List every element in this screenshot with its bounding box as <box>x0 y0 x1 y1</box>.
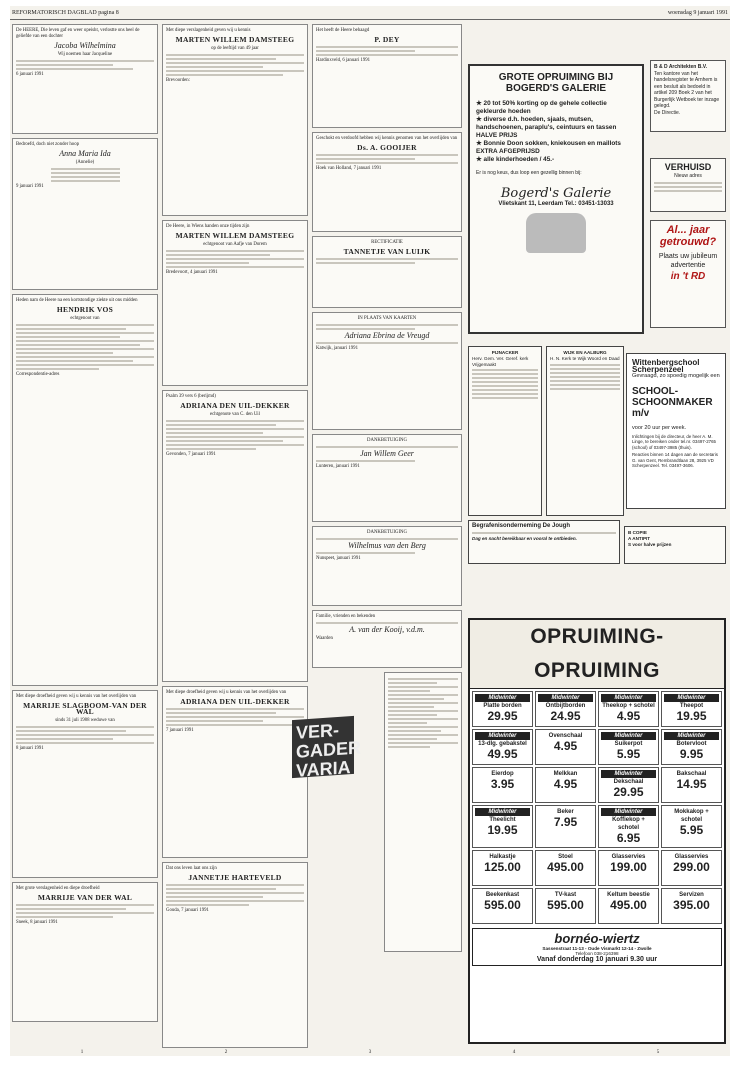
notice-harteveld <box>162 862 308 1048</box>
product-cell <box>661 888 722 924</box>
notice-foot: Waarden <box>316 636 333 641</box>
notice-foot: Gouda, 7 januari 1991 <box>166 908 209 913</box>
product-price: 495.00 <box>610 898 647 912</box>
gallery-title: GROTE OPRUIMING BIJ BOGERD'S GALERIE <box>498 72 614 94</box>
brand-label: Midwinter <box>475 808 530 816</box>
product-name: Platte borden <box>483 703 522 709</box>
wijk-aalburg-services <box>546 346 624 516</box>
notice-damsteeg-1 <box>162 24 308 216</box>
verhuisd-sub: Nieuw adres <box>674 173 702 179</box>
newspaper-page <box>10 6 730 1056</box>
product-cell <box>598 691 659 727</box>
product-name: Ovenschaal <box>548 733 583 739</box>
pijnacker-text: Herv. Gem. Ver. Geref. kerk Vrijgemaakt <box>472 355 529 367</box>
product-name: Theepot <box>679 703 704 709</box>
church-services-list <box>384 672 462 952</box>
product-name: Ontbijtborden <box>545 703 586 709</box>
product-price: 5.95 <box>679 823 704 837</box>
notice-name: A. van der Kooij, v.d.m. <box>349 625 425 634</box>
product-cell <box>598 888 659 924</box>
product-cell <box>661 691 722 727</box>
product-cell <box>598 805 659 848</box>
notice-sub: echtgenoot van Aafje van Dorem <box>203 242 267 247</box>
footer-mark: 1 <box>80 1050 84 1055</box>
notice-anna <box>12 138 158 290</box>
product-price: 395.00 <box>673 898 710 912</box>
gallery-note: Er is nog keus, dus loop een gezellig binnen bij: <box>476 170 582 176</box>
gallery-item: ★ Bonnie Doon sokken, kniekousen en maillots EXTRA AFGEPRIJSD <box>476 140 636 156</box>
gallery-item: ★ diverse d.h. hoeden, sjaals, mutsen, handschoenen, paraplu's, ceintuurs en tassen HALVE PRIJS <box>476 116 636 140</box>
product-name: Glasservies <box>611 854 646 860</box>
product-name: Servizen <box>679 892 704 898</box>
column-3 <box>312 24 462 956</box>
product-cell <box>472 691 533 727</box>
footer-mark: 3 <box>368 1050 372 1055</box>
product-price: 3.95 <box>490 777 515 791</box>
product-name: Halkastje <box>489 854 516 860</box>
notice-jacoba <box>12 24 158 134</box>
brand-label: Midwinter <box>601 694 656 702</box>
product-name: Beekenkast <box>485 892 520 898</box>
footer-mark: 5 <box>656 1050 660 1055</box>
paper-title: REFORMATORISCH DAGBLAD pagina 8 <box>12 9 119 16</box>
school-intro: Gevraagd, zo spoedig mogelijk een <box>632 373 720 379</box>
bogerds-galerie-ad <box>468 64 644 334</box>
jubileum-brand: in 't RD <box>670 271 706 282</box>
product-cell <box>535 888 596 924</box>
wijk-text: H. N. Kerk te Wijk Woord en Daad <box>550 355 620 361</box>
brand-label: Midwinter <box>664 694 719 702</box>
gallery-logo: Bogerd's Galerie <box>500 186 612 201</box>
school-hours: voor 20 uur per week. <box>632 425 687 431</box>
notice-sub: Wij noemen haar Jacqueline <box>57 52 113 57</box>
product-name: Dekschaal <box>613 779 644 785</box>
notice-caption: DANKBETUIGING <box>367 438 407 443</box>
product-price: 9.95 <box>679 747 704 761</box>
notice-caption: Het heeft de Heere behaagd <box>316 28 370 33</box>
product-price: 19.95 <box>487 823 518 837</box>
footer-mark: 2 <box>224 1050 228 1055</box>
product-price: 595.00 <box>547 898 584 912</box>
notice-caption: Bedroefd, doch niet zonder hoop <box>16 142 80 147</box>
product-cell <box>535 729 596 765</box>
notice-name: Ds. A. GOOIJER <box>357 143 417 152</box>
notice-caption: Geschokt en verdoofd hebben wij kennis genomen van het overlijden van <box>316 136 458 141</box>
gallery-item: ★ alle kinderhoeden / 45.- <box>476 156 636 164</box>
notice-foot: 9 januari 1991 <box>16 184 44 189</box>
product-cell <box>661 805 722 848</box>
product-name: 13-dlg. gebakstel <box>478 741 527 747</box>
copie-line: B COPIE <box>628 530 647 535</box>
notice-foot: Bredevoort, 4 januari 1991 <box>166 270 218 275</box>
notice-name: MARRIJE SLAGBOOM-VAN DER WAL <box>23 701 147 716</box>
product-price: 595.00 <box>484 898 521 912</box>
page-header <box>10 6 730 20</box>
jubileum-ad <box>650 220 726 328</box>
notice-name: ADRIANA DEN UIL-DEKKER <box>180 697 290 706</box>
product-price: 199.00 <box>610 860 647 874</box>
product-cell <box>661 729 722 765</box>
store-block <box>472 928 722 966</box>
copie-line: A ANTIPIT <box>628 535 651 541</box>
notice-van-luijk <box>312 236 462 308</box>
notice-name: JANNETJE HARTEVELD <box>188 873 282 882</box>
gallery-items <box>476 100 636 164</box>
handbag-image <box>526 213 586 253</box>
product-price: 4.95 <box>616 709 641 723</box>
product-price: 5.95 <box>616 747 641 761</box>
notice-foot: 8 januari 1991 <box>16 746 44 751</box>
notice-caption: DANKBETUIGING <box>367 530 407 535</box>
product-price: 4.95 <box>553 777 578 791</box>
product-cell <box>472 767 533 803</box>
notice-foot: Gevonden, 7 januari 1991 <box>166 452 216 457</box>
notice-name: P. DEY <box>374 35 400 44</box>
notice-name: Adriana Ebrina de Vreugd <box>344 331 430 340</box>
product-price: 49.95 <box>487 747 518 761</box>
brand-label: Midwinter <box>538 694 593 702</box>
product-price: 299.00 <box>673 860 710 874</box>
notice-den-uil-1 <box>162 390 308 682</box>
verhuisd-title: VERHUISD <box>664 162 712 172</box>
school-title: SCHOOL-SCHOONMAKER m/v <box>632 386 713 419</box>
notice-caption: Met grote verslagenheid en diepe droefheid <box>16 886 100 891</box>
notice-sub: sinds 31 juli 1988 weduwe van <box>55 718 115 723</box>
bd-text: Ten kantore van het handelsregister te Arnhem is een besluit als bedoeld in artikel 209 Boek 2 van het Burgerlijk Wetboek ter inzage gelegd. <box>654 70 720 109</box>
notice-caption: Heden nam de Heere na een kortstondige ziekte uit ons midden <box>16 298 138 303</box>
product-price: 29.95 <box>613 785 644 799</box>
brand-label: Midwinter <box>601 770 656 778</box>
copie-ad <box>624 526 726 564</box>
jubileum-text: Plaats uw jubileum advertentie <box>658 253 718 269</box>
notice-foot: Lunteren, januari 1991 <box>316 464 360 469</box>
notice-name: MARTEN WILLEM DAMSTEEG <box>175 35 295 44</box>
product-cell <box>535 767 596 803</box>
notice-caption: Met diepe droefheid geven wij u kennis van het overlijden van <box>166 690 287 695</box>
product-cell <box>535 805 596 848</box>
notice-caption: De HEERE, Die leven gaf en weer opeisht, verlostte ons heel de geliefde van een dochter <box>16 28 140 39</box>
product-price: 7.95 <box>553 815 578 829</box>
product-name: Eierdop <box>491 771 514 777</box>
begrafenis-title: Begrafenisonderneming De Jough <box>472 523 571 529</box>
column-1 <box>12 24 158 1026</box>
product-price: 29.95 <box>487 709 518 723</box>
notice-sub: op de leeftijd van 49 jaar <box>211 46 259 51</box>
school-apply: Reacties binnen 14 dagen aan de secretaris G. van Gent, Rembrandtlaan 28, 3925 VD Scherpenzeel. Tel. 03497-3606. <box>632 452 718 469</box>
product-name: Koffiekop + schotel <box>612 817 645 831</box>
notice-caption: De Heere, in Wiens handen onze tijden zijn <box>166 224 250 229</box>
notice-caption: Dat ons leven laat ons zijn <box>166 866 217 871</box>
notice-name: MARTEN WILLEM DAMSTEEG <box>175 231 295 240</box>
product-price: 4.95 <box>553 739 578 753</box>
opruiming-title: OPRUIMING-OPRUIMING <box>470 620 724 689</box>
product-name: Theekop + schotel <box>602 703 655 709</box>
product-name: Botervloot <box>676 741 707 747</box>
school-org: Wittenbergschool Scherpenzeel <box>632 358 700 374</box>
product-price: 19.95 <box>676 709 707 723</box>
bd-name: B & D Architekten B.V. <box>654 64 707 70</box>
store-promo: Vanaf donderdag 10 januari 9.30 uur <box>536 956 658 963</box>
product-cell <box>472 850 533 886</box>
brand-label: Midwinter <box>601 732 656 740</box>
notice-geer <box>312 434 462 522</box>
notice-van-den-berg <box>312 526 462 606</box>
product-cell <box>535 691 596 727</box>
notice-marrije-vdwal <box>12 882 158 1022</box>
product-cell <box>472 805 533 848</box>
product-name: Theelicht <box>489 817 516 823</box>
notice-caption: Met diepe verslagenheid geven wij u kennis <box>166 28 251 33</box>
pijnacker-services <box>468 346 542 516</box>
notice-foot: Brevoorden: <box>166 78 190 83</box>
verhuisd-ad <box>650 158 726 212</box>
notice-sub: echtgenoot van <box>70 316 100 321</box>
brand-label: Midwinter <box>664 732 719 740</box>
bd-sign: De Directie. <box>654 109 681 116</box>
notice-name: Jan Willem Geer <box>360 449 414 458</box>
brand-label: Midwinter <box>475 694 530 702</box>
product-name: Melkkan <box>553 771 578 777</box>
notice-foot: 7 januari 1991 <box>166 728 194 733</box>
product-cell <box>598 850 659 886</box>
vergader-varia-logo: VER-GADER VARIA <box>292 716 354 778</box>
product-name: Stoel <box>558 854 573 860</box>
notice-name: ADRIANA DEN UIL-DEKKER <box>180 401 290 410</box>
notice-caption: Familie, vrienden en bekenden <box>316 614 376 619</box>
product-name: Beker <box>557 809 574 815</box>
notice-de-vreugd <box>312 312 462 430</box>
product-name: Bakschaal <box>676 771 707 777</box>
notice-caption: Psalm 39 vers 6 (berijmd) <box>166 394 216 399</box>
begrafenis-text: Dag en nacht bereikbaar en vooral te ontbieden. <box>472 535 577 541</box>
product-name: Glasservies <box>674 854 709 860</box>
notice-hendrik-vos <box>12 294 158 686</box>
store-address: Sassenstraat 11-13 - Oude Vismarkt 12-14 - Zwolle <box>542 946 652 951</box>
page-date: woensdag 9 januari 1991 <box>667 9 728 16</box>
wijk-title: WIJK EN AALBURG <box>563 350 607 355</box>
product-name: TV-kast <box>554 892 577 898</box>
product-cell <box>661 767 722 803</box>
begrafenis-ad <box>468 520 620 564</box>
product-cell <box>598 767 659 803</box>
page-footer <box>10 1050 730 1056</box>
product-cell <box>661 850 722 886</box>
product-price: 125.00 <box>484 860 521 874</box>
notice-gooijer <box>312 132 462 232</box>
notice-foot: Hoek van Holland, 7 januari 1991 <box>316 166 382 171</box>
notice-sub: (Annelie) <box>75 160 95 165</box>
pijnacker-title: PIJNACKER <box>491 350 519 355</box>
notice-caption: RECTIFICATIE <box>371 240 403 245</box>
product-cell <box>472 729 533 765</box>
footer-mark: 4 <box>512 1050 516 1055</box>
product-price: 14.95 <box>676 777 707 791</box>
product-grid <box>470 689 724 926</box>
notice-name: MARRIJE VAN DER WAL <box>37 893 133 902</box>
schoonmaker-vacancy-ad <box>626 353 726 509</box>
notice-caption: Met diepe droefheid geven wij u kennis van het overlijden van <box>16 694 137 699</box>
column-2 <box>162 24 308 1052</box>
brand-label: Midwinter <box>475 732 530 740</box>
notice-foot: Nunspeet, januari 1991 <box>316 556 361 561</box>
gallery-item: ★ 20 tot 50% korting op de gehele collectie gekleurde hoeden <box>476 100 636 116</box>
notice-dey <box>312 24 462 128</box>
product-cell <box>598 729 659 765</box>
jubileum-title: Al... jaar getrouwd? <box>659 224 717 248</box>
notice-sub: echtgenote van C. den Uil <box>210 412 260 417</box>
notice-name: Anna Maria Ida <box>59 149 111 158</box>
notice-foot: 6 januari 1991 <box>16 72 44 77</box>
brand-label: Midwinter <box>601 808 656 816</box>
store-logo: bornéo-wiertz <box>554 931 640 946</box>
notice-name: Wilhelmus van den Berg <box>348 541 426 550</box>
notice-foot: Katwijk, januari 1991 <box>316 346 358 351</box>
notice-marrije-slagboom <box>12 690 158 878</box>
product-price: 6.95 <box>616 831 641 845</box>
notice-foot: Sneek, 8 januari 1991 <box>16 920 58 925</box>
product-name: Mokkakop + schotel <box>674 809 709 823</box>
product-price: 495.00 <box>547 860 584 874</box>
notice-name: TANNETJE VAN LUIJK <box>343 247 431 256</box>
notice-den-uil-2 <box>162 686 308 858</box>
bd-architekten-ad <box>650 60 726 132</box>
notice-foot: Hardinxveld, 6 januari 1991 <box>316 58 371 63</box>
store-tel: Telefoon 038-216398 <box>575 951 619 956</box>
notice-caption: IN PLAATS VAN KAARTEN <box>357 316 417 321</box>
gallery-address: Vlietskant 11, Leerdam Tel.: 03451-13033 <box>498 201 614 207</box>
school-info: Inlichtingen bij de directeur, de heer A. M. Linge, te bereiken onder tel.nr. 03497-2765 (school) of 03497-3985 (thuis). <box>632 434 716 450</box>
copie-line: S voor halve prijzen <box>628 541 672 547</box>
opruiming-ad <box>468 618 726 1044</box>
product-name: Suikerpot <box>614 741 643 747</box>
notice-van-der-kooij <box>312 610 462 668</box>
notice-damsteeg-2 <box>162 220 308 386</box>
product-cell <box>535 850 596 886</box>
notice-foot: Correspondentie-adres <box>16 372 60 377</box>
notice-name: HENDRIK VOS <box>56 305 114 314</box>
product-name: Keltum beestie <box>607 892 650 898</box>
notice-name: Jacoba Wilhelmina <box>54 41 116 50</box>
product-cell <box>472 888 533 924</box>
product-price: 24.95 <box>550 709 581 723</box>
